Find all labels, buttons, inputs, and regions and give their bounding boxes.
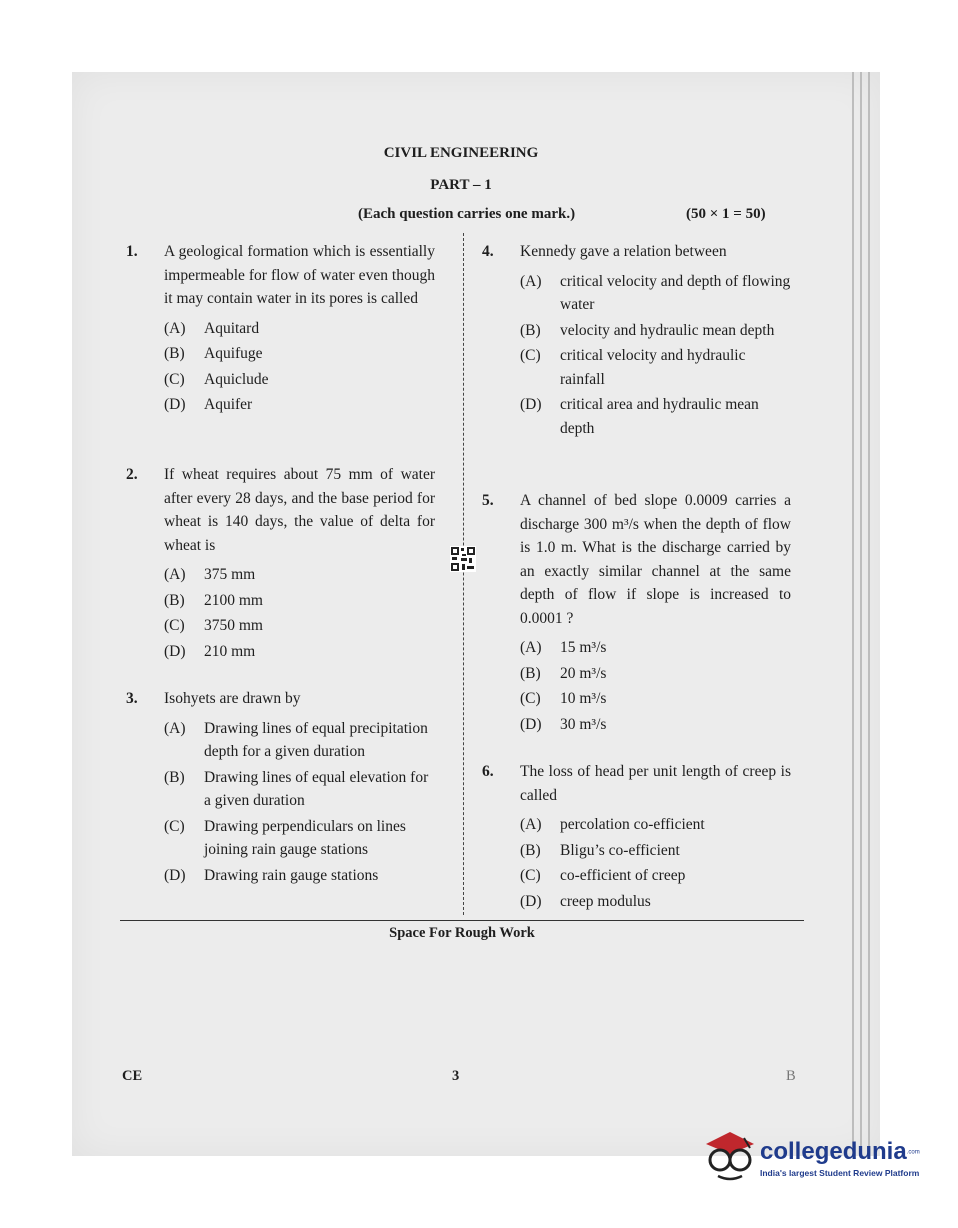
question-number: 1. (126, 243, 138, 260)
option: (D) Aquifer (164, 396, 253, 413)
option: (D) 30 m³/s (520, 715, 607, 733)
question-stem: If wheat requires about 75 mm of water after every 28 days, and the base period for wheat is 140 days, the value of delta for wheat is (164, 466, 435, 554)
question-stem: Isohyets are drawn by (164, 690, 301, 707)
question-number: 6. (482, 763, 494, 780)
option: (C) Drawing perpendiculars on lines joining rain gauge stations (164, 817, 406, 858)
option: (C) critical velocity and hydraulic rainfall (520, 347, 746, 388)
collegedunia-logo (700, 1124, 950, 1184)
page-number: 3 (452, 1068, 460, 1084)
option: (A) Drawing lines of equal precipitation depth for a given duration (164, 719, 428, 760)
question-stem: The loss of head per unit length of creep is called (520, 763, 791, 804)
marks-text: (50 × 1 = 50) (686, 206, 766, 222)
question-number: 3. (126, 690, 138, 707)
qr-code-icon (450, 546, 476, 572)
option: (D) Drawing rain gauge stations (164, 866, 379, 884)
question-2 (126, 463, 435, 665)
page-edge-line (860, 72, 862, 1156)
option: (A) critical velocity and depth of flowing water (520, 272, 791, 313)
column-divider (463, 233, 464, 915)
option: (A) 375 mm (164, 566, 256, 583)
separator-line (120, 920, 804, 921)
question-5 (482, 489, 791, 738)
footer-code: CE (122, 1068, 143, 1084)
question-stem: Kennedy gave a relation between (520, 243, 727, 260)
booklet-series: B (786, 1068, 796, 1084)
question-3 (126, 687, 435, 889)
part-title: PART – 1 (430, 177, 492, 193)
question-6 (482, 760, 791, 915)
question-number: 4. (482, 243, 494, 260)
brand-name: collegedunia.com (760, 1138, 920, 1165)
question-number: 5. (482, 492, 494, 509)
brand-tagline: India's largest Student Review Platform (760, 1168, 920, 1178)
option: (C) co-efficient of creep (520, 867, 686, 884)
option: (B) 2100 mm (164, 591, 263, 609)
option: (B) 20 m³/s (520, 664, 607, 682)
page-edge-line (852, 72, 854, 1156)
option: (B) Bligu’s co-efficient (520, 841, 680, 859)
subject-title: CIVIL ENGINEERING (383, 145, 539, 161)
option: (D) 210 mm (164, 642, 256, 660)
question-number: 2. (126, 466, 138, 483)
page-edge-line (868, 72, 870, 1156)
option: (D) creep modulus (520, 892, 651, 910)
option: (A) 15 m³/s (520, 639, 607, 656)
question-1 (126, 240, 435, 419)
option: (A) percolation co-efficient (520, 816, 705, 833)
question-4 (482, 240, 791, 442)
rough-work-label: Space For Rough Work (389, 925, 535, 941)
option: (C) 3750 mm (164, 617, 263, 634)
option: (B) Aquifuge (164, 345, 263, 362)
option: (B) Drawing lines of equal elevation for a given duration (164, 768, 429, 809)
option: (C) 10 m³/s (520, 690, 607, 707)
instruction-text: (Each question carries one mark.) (358, 206, 576, 222)
option: (D) critical area and hydraulic mean depth (520, 396, 759, 437)
mascot-icon (700, 1124, 758, 1184)
question-stem: A channel of bed slope 0.0009 carries a discharge 300 m³/s when the depth of flow is 1.0 m. What is the discharge carried by an exactly similar channel at the same depth of flow if slope is increased to 0.0001 ? (520, 492, 791, 627)
option: (C) Aquiclude (164, 370, 269, 388)
option: (B) velocity and hydraulic mean depth (520, 321, 775, 339)
option: (A) Aquitard (164, 319, 260, 337)
question-stem: A geological formation which is essentially impermeable for flow of water even though it may contain water in its pores is called (164, 243, 435, 307)
